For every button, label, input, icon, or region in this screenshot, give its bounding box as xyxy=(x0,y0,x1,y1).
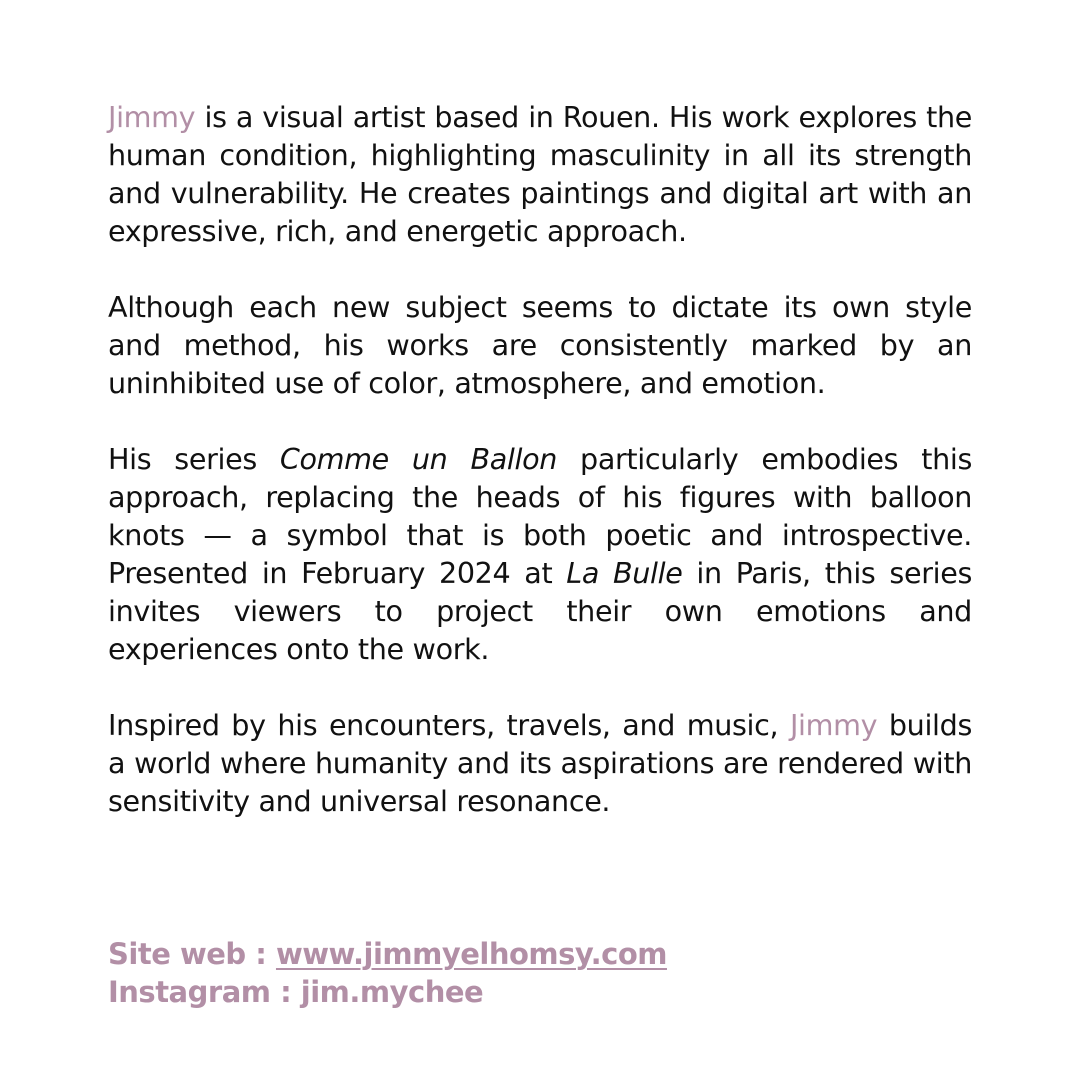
bio-paragraph-3-text-a: His series xyxy=(108,442,280,476)
website-label: Site web : xyxy=(108,937,276,971)
bio-paragraph-4-text-b: builds a world where humanity and its aspirations are rendered with sensitivity and universal resonance. xyxy=(108,708,972,818)
instagram-handle[interactable]: jim.mychee xyxy=(300,975,484,1009)
series-title: Comme un Ballon xyxy=(279,442,558,476)
bio-paragraph-1-text: is a visual artist based in Rouen. His work explores the human condition, highlighting masculinity in all its strength and vulnerability. He creates paintings and digital art with an expressive, rich, and energetic approach. xyxy=(108,100,972,248)
artist-name: Jimmy xyxy=(789,708,878,742)
bio-paragraph-3 xyxy=(108,440,972,668)
bio-paragraph-3-text-b: particularly embodies this approach, replacing the heads of his figures with balloon knots — a symbol that is both poetic and introspective. Presented in February 2024 at xyxy=(108,442,973,590)
instagram-line xyxy=(108,973,667,1011)
bio-paragraph-1 xyxy=(108,98,972,250)
bio-paragraph-4-text-a: Inspired by his encounters, travels, and music, xyxy=(108,708,790,742)
bio-text xyxy=(108,98,972,858)
venue-name: La Bulle xyxy=(566,556,683,590)
website-link[interactable]: www.jimmyelhomsy.com xyxy=(275,937,667,971)
artist-name: Jimmy xyxy=(108,100,196,134)
bio-paragraph-2-text: Although each new subject seems to dictate its own style and method, his works are consistently marked by an uninhibited use of color, atmosphere, and emotion. xyxy=(108,290,972,400)
bio-paragraph-2 xyxy=(108,288,972,402)
bio-paragraph-4 xyxy=(108,706,972,820)
website-line xyxy=(108,935,667,973)
bio-paragraph-3-text-c: in Paris, this series invites viewers to project their own emotions and experiences onto the work. xyxy=(108,556,972,666)
instagram-label: Instagram : xyxy=(108,975,301,1009)
contact-info xyxy=(108,935,667,1011)
